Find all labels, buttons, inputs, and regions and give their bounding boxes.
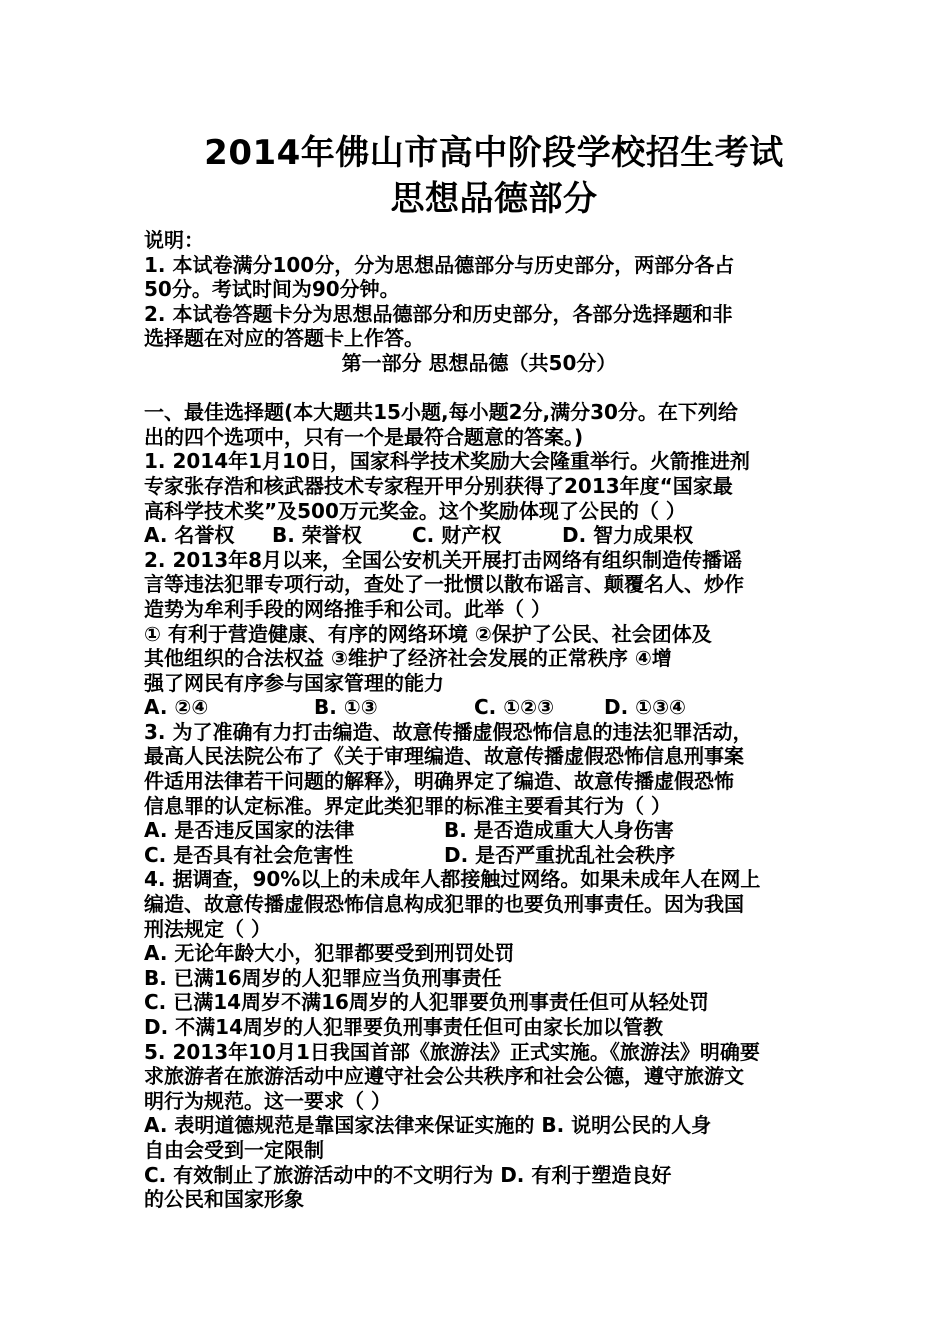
question-option-line: A. 表明道德规范是靠国家法律来保证实施的 B. 说明公民的人身: [144, 1113, 712, 1138]
question-text: 明行为规范。这一要求（ ）: [144, 1088, 391, 1113]
instruction-line: 1. 本试卷满分100分，分为思想品德部分与历史部分，两部分各占: [144, 252, 735, 277]
question-text: 其他组织的合法权益 ③维护了经济社会发展的正常秩序 ④增: [144, 646, 672, 671]
option-a: A. ②④: [144, 695, 209, 720]
part-title: 第一部分 思想品德（共50分）: [341, 350, 617, 375]
question-text: 高科学技术奖”及500万元奖金。这个奖励体现了公民的（ ）: [144, 498, 686, 523]
question-option-line: 的公民和国家形象: [144, 1187, 304, 1212]
question-2: [144, 548, 814, 720]
question-text: 1. 2014年1月10日，国家科学技术奖励大会隆重举行。火箭推进剂: [144, 449, 750, 474]
instruction-line: 选择题在对应的答题卡上作答。: [144, 326, 424, 351]
option-d: D. 智力成果权: [562, 523, 694, 548]
question-text: 4. 据调查，90%以上的未成年人都接触过网络。如果未成年人在网上: [144, 867, 761, 892]
option-b: B. 是否造成重大人身伤害: [444, 818, 674, 843]
question-text: 强了网民有序参与国家管理的能力: [144, 670, 444, 695]
question-text: 信息罪的认定标准。界定此类犯罪的标准主要看其行为（ ）: [144, 793, 671, 818]
option-b: B. 已满16周岁的人犯罪应当负刑事责任: [144, 965, 502, 990]
option-d: D. 是否严重扰乱社会秩序: [444, 842, 676, 867]
question-text: 言等违法犯罪专项行动，查处了一批惯以散布谣言、颠覆名人、炒作: [144, 572, 744, 597]
spacer: [144, 376, 814, 401]
option-c: C. ①②③: [474, 695, 555, 720]
question-options: [144, 523, 814, 548]
option-a: A. 无论年龄大小，犯罪都要受到刑罚处罚: [144, 941, 515, 966]
option-b: B. 荣誉权: [272, 523, 362, 548]
instruction-line: 50分。考试时间为90分钟。: [144, 277, 400, 302]
option-d: D. ①③④: [604, 695, 686, 720]
question-text: 件适用法律若干问题的解释》，明确界定了编造、故意传播虚假恐怖: [144, 769, 734, 794]
option-b: B. ①③: [314, 695, 378, 720]
question-text: 求旅游者在旅游活动中应遵守社会公共秩序和社会公德，遵守旅游文: [144, 1064, 744, 1089]
option-d: D. 不满14周岁的人犯罪要负刑事责任但可由家长加以管教: [144, 1015, 663, 1039]
instructions: [144, 228, 814, 351]
question-5: [144, 1040, 814, 1212]
question-option-line: 自由会受到一定限制: [144, 1137, 324, 1162]
question-text: 3. 为了准确有力打击编造、故意传播虚假恐怖信息的违法犯罪活动，: [144, 719, 753, 744]
question-text: 刑法规定（ ）: [144, 916, 271, 941]
exam-page: [144, 130, 814, 1212]
option-c: C. 已满14周岁不满16周岁的人犯罪要负刑事责任但可从轻处罚: [144, 990, 709, 1015]
instructions-heading: 说明：: [144, 228, 204, 252]
question-text: 专家张存浩和核武器技术专家程开甲分别获得了2013年度“国家最: [144, 473, 733, 498]
option-a: A. 是否违反国家的法律: [144, 818, 355, 843]
instruction-line: 2. 本试卷答题卡分为思想品德部分和历史部分，各部分选择题和非: [144, 301, 733, 326]
section-heading: [144, 400, 814, 449]
question-text: 造势为牟利手段的网络推手和公司。此举（ ）: [144, 596, 551, 621]
exam-subtitle: 思想品德部分: [390, 179, 598, 219]
option-c: C. 是否具有社会危害性: [144, 842, 354, 867]
question-options: [144, 843, 814, 868]
question-text: 编造、故意传播虚假恐怖信息构成犯罪的也要负刑事责任。因为我国: [144, 892, 744, 917]
question-option-line: C. 有效制止了旅游活动中的不文明行为 D. 有利于塑造良好: [144, 1162, 672, 1187]
option-c: C. 财产权: [412, 523, 502, 548]
question-text: 5. 2013年10月1日我国首部《旅游法》正式实施。《旅游法》明确要: [144, 1039, 760, 1064]
question-options: [144, 818, 814, 843]
question-text: 最高人民法院公布了《关于审理编造、故意传播虚假恐怖信息刑事案: [144, 744, 744, 769]
exam-title: 2014年佛山市高中阶段学校招生考试: [204, 133, 784, 173]
option-a: A. 名誉权: [144, 523, 235, 548]
section-line: 出的四个选项中，只有一个是最符合题意的答案。): [144, 424, 584, 449]
question-options: [144, 695, 814, 720]
question-3: [144, 720, 814, 868]
question-text: 2. 2013年8月以来，全国公安机关开展打击网络有组织制造传播谣: [144, 547, 743, 572]
question-1: [144, 449, 814, 547]
question-text: ① 有利于营造健康、有序的网络环境 ②保护了公民、社会团体及: [144, 621, 712, 646]
section-line: 一、最佳选择题(本大题共15小题,每小题2分,满分30分。在下列给: [144, 400, 738, 425]
question-4: [144, 867, 814, 1039]
